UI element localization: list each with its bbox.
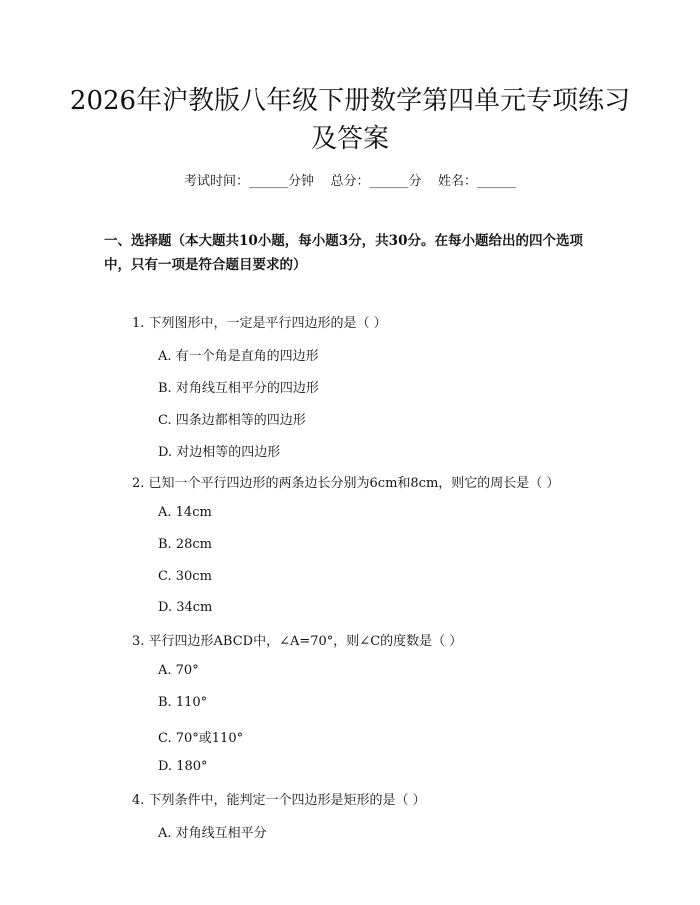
question-4-stem: 4. 下列条件中，能判定一个四边形是矩形的是（ ） (132, 793, 426, 808)
question-2-option-d: D. 34cm (158, 600, 213, 615)
question-2-option-c: C. 30cm (158, 569, 212, 584)
question-1-option-c: C. 四条边都相等的四边形 (158, 413, 306, 428)
question-3-option-d: D. 180° (158, 759, 208, 774)
question-3-option-b: B. 110° (158, 695, 208, 710)
question-1-option-a: A. 有一个角是直角的四边形 (158, 349, 319, 364)
question-2-stem: 2. 已知一个平行四边形的两条边长分别为6cm和8cm，则它的周长是（ ） (132, 476, 560, 491)
question-2-option-b: B. 28cm (158, 537, 212, 552)
question-2-option-a: A. 14cm (158, 505, 212, 520)
question-1-stem: 1. 下列图形中，一定是平行四边形的是（ ） (132, 316, 387, 331)
section-heading: 一、选择题（本大题共10小题，每小题3分，共30分。在每小题给出的四个选项中，只有一项是符合题目要求的） (104, 233, 583, 273)
question-1-option-b: B. 对角线互相平分的四边形 (158, 381, 319, 396)
exam-meta-line: 考试时间：______分钟 总分：______分 姓名：______ (183, 174, 517, 189)
question-3-option-c: C. 70°或110° (158, 731, 244, 746)
question-3-option-a: A. 70° (158, 663, 199, 678)
question-4-option-a: A. 对角线互相平分 (158, 826, 267, 841)
question-1-option-d: D. 对边相等的四边形 (158, 445, 281, 460)
document-title: 2026年沪教版八年级下册数学第四单元专项练习及答案 (69, 86, 631, 154)
question-3-stem: 3. 平行四边形ABCD中，∠A=70°，则∠C的度数是（ ） (132, 634, 463, 649)
